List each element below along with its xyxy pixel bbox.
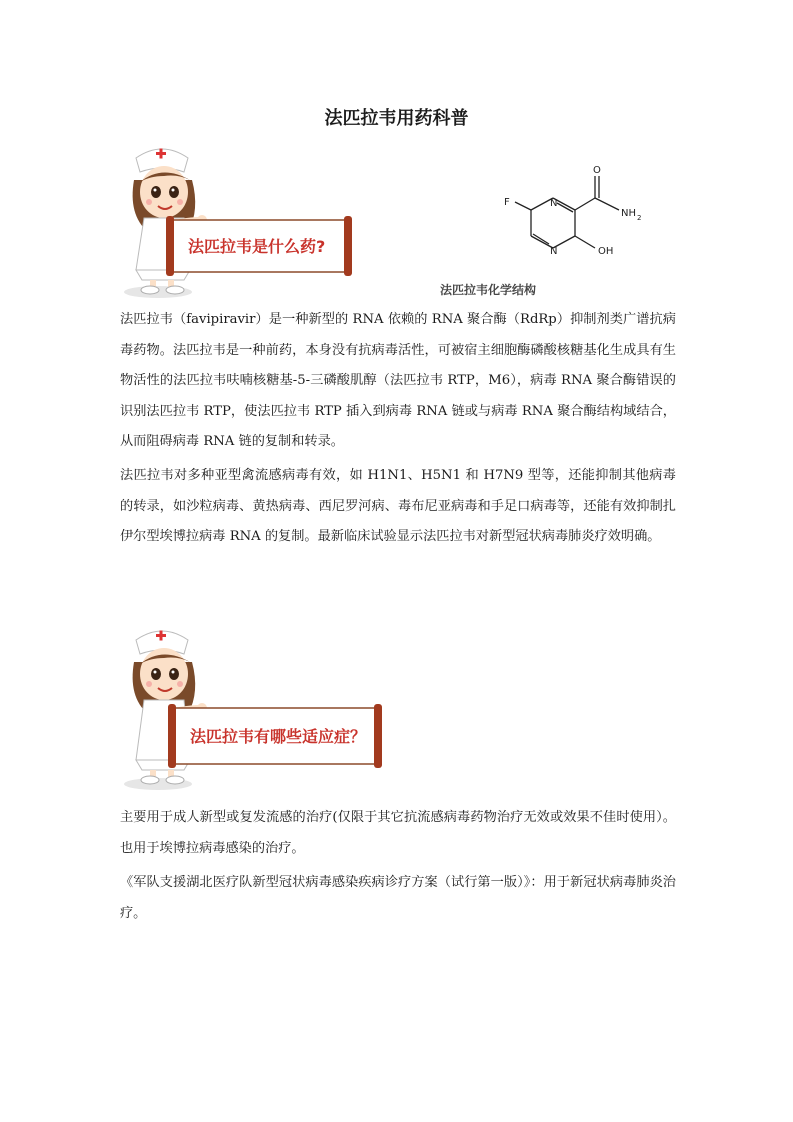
nurse-banner-illustration [118, 622, 388, 792]
paragraph-indications: 主要用于成人新型或复发流感的治疗(仅限于其它抗流感病毒药物治疗无效或效果不佳时使用）。也用于埃博拉病毒感染的治疗。 [120, 810, 676, 856]
atom-f: F [504, 197, 510, 208]
chemical-structure-diagram [495, 158, 665, 278]
paragraph-mechanism: 法匹拉韦（favipiravir）是一种新型的 RNA 依赖的 RNA 聚合酶（RdRp）抑制剂类广谱抗病毒药物。法匹拉韦是一种前药，本身没有抗病毒活性，可被宿主细胞酶磷酸核糖基化生成具有生物活性的法匹拉韦呋喃核糖基-5-三磷酸肌醇（法匹拉韦 RTP，M6），病毒 RNA 聚合酶错误的识别法匹拉韦 RTP，使法匹拉韦 RTP 插入到病毒 RNA 链或与病毒 RNA 聚合酶结构域结合，从而阻碍病毒 RNA 链的复制和转录。 [120, 312, 676, 449]
atom-nh-subscript: 2 [637, 214, 642, 222]
atom-o: O [593, 165, 601, 176]
atom-oh: OH [598, 246, 614, 257]
structure-caption: 法匹拉韦化学结构 [440, 283, 537, 297]
nurse-banner-illustration [118, 140, 368, 300]
atom-nh: NH [621, 208, 636, 219]
atom-n-bottom: N [550, 246, 558, 257]
paragraph-guideline: 《军队支援湖北医疗队新型冠状病毒感染疾病诊疗方案（试行第一版）》：用于新冠状病毒肺炎治疗。 [120, 875, 676, 921]
atom-n-top: N [550, 198, 558, 209]
banner-what-is: 法匹拉韦是什么药? [188, 237, 326, 256]
paragraph-antiviral-spectrum: 法匹拉韦对多种亚型禽流感病毒有效，如 H1N1、H5N1 和 H7N9 型等，还能抑制其他病毒的转录，如沙粒病毒、黄热病毒、西尼罗河病、毒布尼亚病毒和手足口病毒等，还能有效抑制扎伊尔型埃博拉病毒 RNA 的复制。最新临床试验显示法匹拉韦对新型冠状病毒肺炎疗效明确。 [120, 468, 676, 544]
banner-indications: 法匹拉韦有哪些适应症？ [190, 727, 367, 746]
page-title: 法匹拉韦用药科普 [324, 108, 469, 129]
